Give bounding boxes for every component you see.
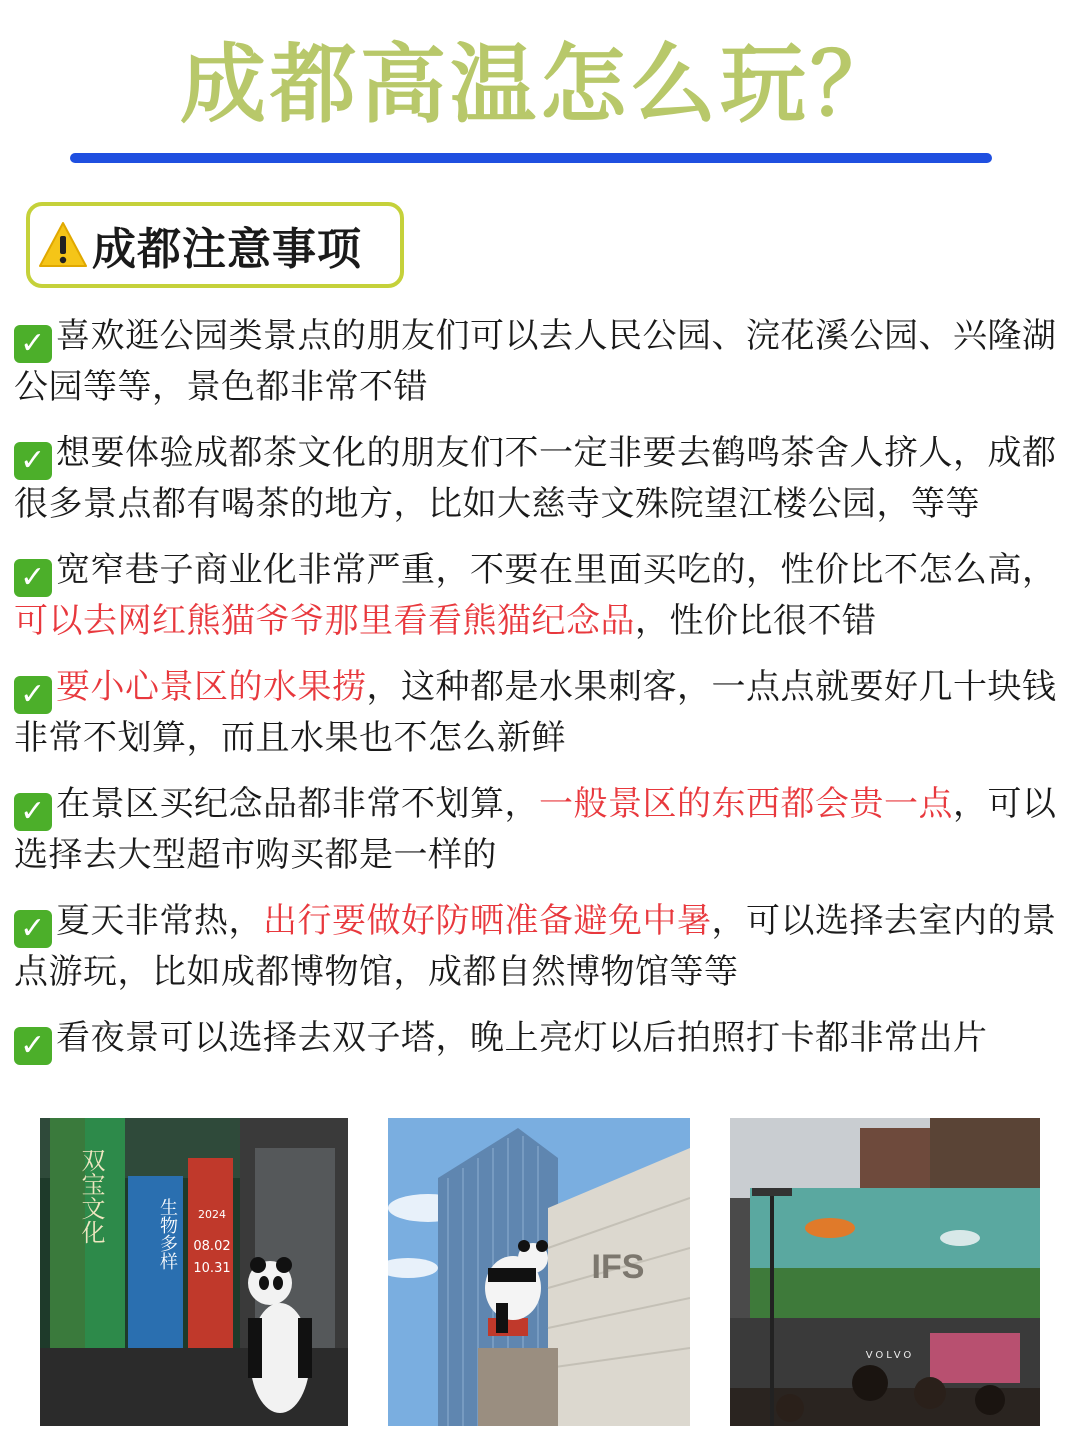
check-mark-icon: ✓ [14, 442, 52, 480]
tip-text: ，可以选择去大型超市购买都是一样的 [14, 784, 1057, 875]
check-mark-icon: ✓ [14, 325, 52, 363]
tip-item [14, 546, 1064, 646]
check-mark-icon: ✓ [14, 910, 52, 948]
section-header-box [26, 202, 404, 288]
tips-list [14, 312, 1064, 1082]
title-underline [70, 153, 992, 163]
tip-highlight-text: 可以去网红熊猫爷爷那里看看熊猫纪念品 [14, 601, 635, 641]
banner-year: 2024 [198, 1208, 226, 1221]
tip-item [14, 663, 1064, 763]
tip-text: 夏天非常热， [56, 901, 263, 941]
check-mark-icon: ✓ [14, 676, 52, 714]
tip-text: 宽窄巷子商业化非常严重，不要在里面买吃的，性价比不怎么高， [56, 550, 1057, 590]
warning-icon [38, 220, 88, 270]
ifs-panda-photo [388, 1118, 690, 1426]
banner-text: 生物多样 [158, 1198, 178, 1270]
tip-text: ，性价比很不错 [635, 601, 877, 641]
museum-sign-text: 双宝文化 [77, 1148, 103, 1244]
tip-text: 看夜景可以选择去双子塔，晚上亮灯以后拍照打卡都非常出片 [56, 1018, 988, 1058]
tip-text: 喜欢逛公园类景点的朋友们可以去人民公园、浣花溪公园、兴隆湖公园等等，景色都非常不错 [14, 316, 1057, 407]
tip-highlight-text: 要小心景区的水果捞 [56, 667, 367, 707]
volvo-sign-text: VOLVO [865, 1350, 915, 1361]
tip-text: ，这种都是水果刺客，一点点就要好几十块钱非常不划算，而且水果也不怎么新鲜 [14, 667, 1057, 758]
tip-highlight-text: 出行要做好防晒准备避免中暑 [263, 901, 712, 941]
banner-start-date: 08.02 [193, 1239, 231, 1254]
ifs-logo-text: IFS [591, 1248, 645, 1286]
tip-text: ，可以选择去室内的景点游玩，比如成都博物馆，成都自然博物馆等等 [14, 901, 1057, 992]
tip-text: 想要体验成都茶文化的朋友们不一定非要去鹤鸣茶舍人挤人，成都很多景点都有喝茶的地方，比如大慈寺文殊院望江楼公园，等等 [14, 433, 1057, 524]
check-mark-icon: ✓ [14, 559, 52, 597]
check-mark-icon: ✓ [14, 793, 52, 831]
museum-panda-photo [40, 1118, 348, 1426]
check-mark-icon: ✓ [14, 1027, 52, 1065]
banner-end-date: 10.31 [193, 1261, 231, 1276]
page-title: 成都高温怎么玩？ [180, 35, 900, 135]
section-title: 成都注意事项 [92, 224, 362, 275]
tip-text: 在景区买纪念品都非常不划算， [56, 784, 539, 824]
tip-highlight-text: 一般景区的东西都会贵一点 [539, 784, 953, 824]
tip-item [14, 429, 1064, 529]
tip-item [14, 312, 1064, 412]
tip-item [14, 897, 1064, 997]
tip-item [14, 1014, 1064, 1065]
night-screen-photo [730, 1118, 1040, 1426]
tip-item [14, 780, 1064, 880]
